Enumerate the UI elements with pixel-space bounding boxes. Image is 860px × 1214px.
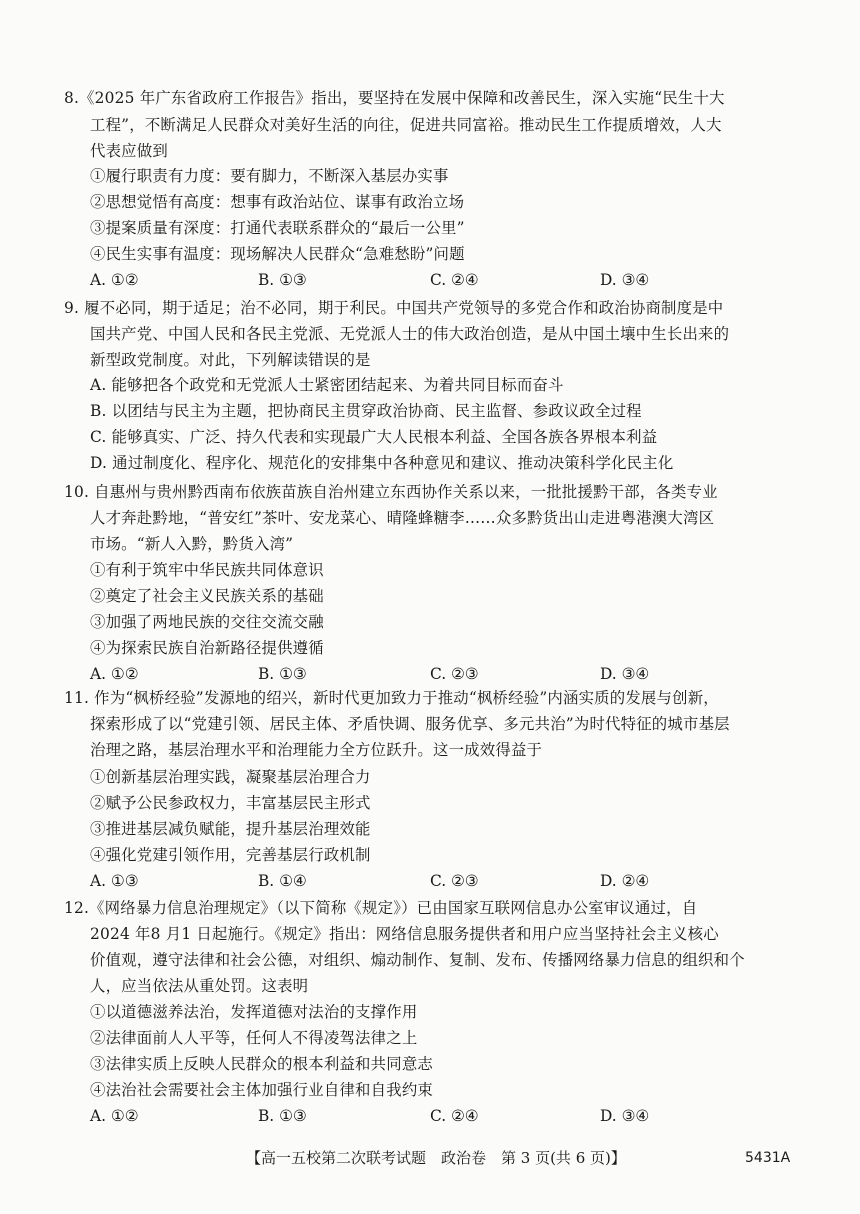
question-10-options [90, 664, 790, 684]
question-8-stem-line-3: 代表应做到 [90, 142, 168, 160]
question-12-item-2: ②法律面前人人平等，任何人不得凌驾法律之上 [90, 1029, 418, 1047]
question-10-item-4: ④为探索民族自治新路径提供遵循 [90, 639, 324, 657]
question-11-stem-line-2: 探索形成了以“党建引领、居民主体、矛盾快调、服务优享、多元共治”为时代特征的城市基层 [90, 715, 730, 733]
option-d[interactable]: D. ③④ [600, 271, 650, 289]
option-a[interactable]: A. ①② [90, 665, 139, 683]
question-12-options [90, 1106, 790, 1126]
question-8-stem-line-1: 8.《2025 年广东省政府工作报告》指出，要坚持在发展中保障和改善民生，深入实施“民生十大 [64, 89, 725, 107]
question-10-item-2: ②奠定了社会主义民族关系的基础 [90, 587, 324, 605]
question-9-choice-c[interactable]: C. 能够真实、广泛、持久代表和实现最广大人民根本利益、全国各族各界根本利益 [90, 428, 658, 446]
option-a[interactable]: A. ①② [90, 1107, 139, 1125]
option-d[interactable]: D. ②④ [600, 872, 650, 890]
question-9-choice-a[interactable]: A. 能够把各个政党和无党派人士紧密团结起来、为着共同目标而奋斗 [90, 376, 564, 394]
question-10-stem-line-1: 10. 自惠州与贵州黔西南布依族苗族自治州建立东西协作关系以来，一批批援黔干部，各类专业 [64, 483, 718, 501]
option-c[interactable]: C. ②④ [430, 1107, 479, 1125]
question-8-stem-line-2: 工程”，不断满足人民群众对美好生活的向往，促进共同富裕。推动民生工作提质增效，人大 [90, 116, 722, 134]
question-12-stem-line-4: 人，应当依法从重处罚。这表明 [90, 977, 309, 995]
option-b[interactable]: B. ①③ [258, 665, 307, 683]
question-8-item-2: ②思想觉悟有高度：想事有政治站位、谋事有政治立场 [90, 193, 465, 211]
question-8-item-4: ④民生实事有温度：现场解决人民群众“急难愁盼”问题 [90, 245, 465, 263]
question-12-stem-line-2: 2024 年8 月1 日起施行。《规定》指出：网络信息服务提供者和用户应当坚持社会主义核心 [90, 925, 719, 943]
question-10-item-1: ①有利于筑牢中华民族共同体意识 [90, 561, 324, 579]
option-a[interactable]: A. ①③ [90, 872, 139, 890]
option-c[interactable]: C. ②③ [430, 872, 479, 890]
footer-code: 5431A [745, 1150, 791, 1166]
option-a[interactable]: A. ①② [90, 271, 139, 289]
question-9-stem-line-1: 9. 履不必同，期于适足；治不必同，期于利民。中国共产党领导的多党合作和政治协商制度是中 [64, 299, 724, 317]
question-9-choice-b[interactable]: B. 以团结与民主为主题，把协商民主贯穿政治协商、民主监督、参政议政全过程 [90, 402, 642, 420]
question-11-item-2: ②赋予公民参政权力，丰富基层民主形式 [90, 794, 371, 812]
page-footer [0, 1146, 860, 1170]
question-8-item-1: ①履行职责有力度：要有脚力，不断深入基层办实事 [90, 167, 449, 185]
question-9-stem-line-2: 国共产党、中国人民和各民主党派、无党派人士的伟大政治创造，是从中国土壤中生长出来的 [90, 325, 730, 343]
question-8-options [90, 270, 790, 290]
option-b[interactable]: B. ①③ [258, 271, 307, 289]
option-d[interactable]: D. ③④ [600, 1107, 650, 1125]
question-12-item-3: ③法律实质上反映人民群众的根本利益和共同意志 [90, 1055, 433, 1073]
option-d[interactable]: D. ③④ [600, 665, 650, 683]
question-11-stem-line-1: 11. 作为“枫桥经验”发源地的绍兴，新时代更加致力于推动“枫桥经验”内涵实质的发展与创新， [64, 689, 719, 707]
footer-title: 【高一五校第二次联考试题 政治卷 第 3 页(共 6 页)】 [246, 1149, 626, 1167]
option-c[interactable]: C. ②④ [430, 271, 479, 289]
question-10-item-3: ③加强了两地民族的交往交流交融 [90, 613, 324, 631]
question-9-choice-d[interactable]: D. 通过制度化、程序化、规范化的安排集中各种意见和建议、推动决策科学化民主化 [90, 454, 674, 472]
option-b[interactable]: B. ①③ [258, 1107, 307, 1125]
option-c[interactable]: C. ②③ [430, 665, 479, 683]
question-12-stem-line-1: 12.《网络暴力信息治理规定》（以下简称《规定》）已由国家互联网信息办公室审议通过，自 [64, 899, 698, 917]
question-12-stem-line-3: 价值观，遵守法律和社会公德，对组织、煽动制作、复制、发布、传播网络暴力信息的组织和个 [90, 951, 745, 969]
question-12-item-4: ④法治社会需要社会主体加强行业自律和自我约束 [90, 1081, 433, 1099]
question-10-stem-line-3: 市场。“新人入黔，黔货入湾” [90, 535, 294, 553]
option-b[interactable]: B. ①④ [258, 872, 307, 890]
question-11-item-3: ③推进基层减负赋能，提升基层治理效能 [90, 820, 371, 838]
question-9-stem-line-3: 新型政党制度。对此，下列解读错误的是 [90, 351, 371, 369]
question-11-stem-line-3: 治理之路，基层治理水平和治理能力全方位跃升。这一成效得益于 [90, 741, 543, 759]
question-12-item-1: ①以道德滋养法治，发挥道德对法治的支撑作用 [90, 1003, 418, 1021]
question-11-options [90, 871, 790, 891]
question-11-item-1: ①创新基层治理实践，凝聚基层治理合力 [90, 768, 371, 786]
question-8-item-3: ③提案质量有深度：打通代表联系群众的“最后一公里” [90, 219, 465, 237]
question-11-item-4: ④强化党建引领作用，完善基层行政机制 [90, 846, 371, 864]
question-10-stem-line-2: 人才奔赴黔地，“普安红”茶叶、安龙菜心、晴隆蜂糖李……众多黔货出山走进粤港澳大湾区 [90, 509, 715, 527]
